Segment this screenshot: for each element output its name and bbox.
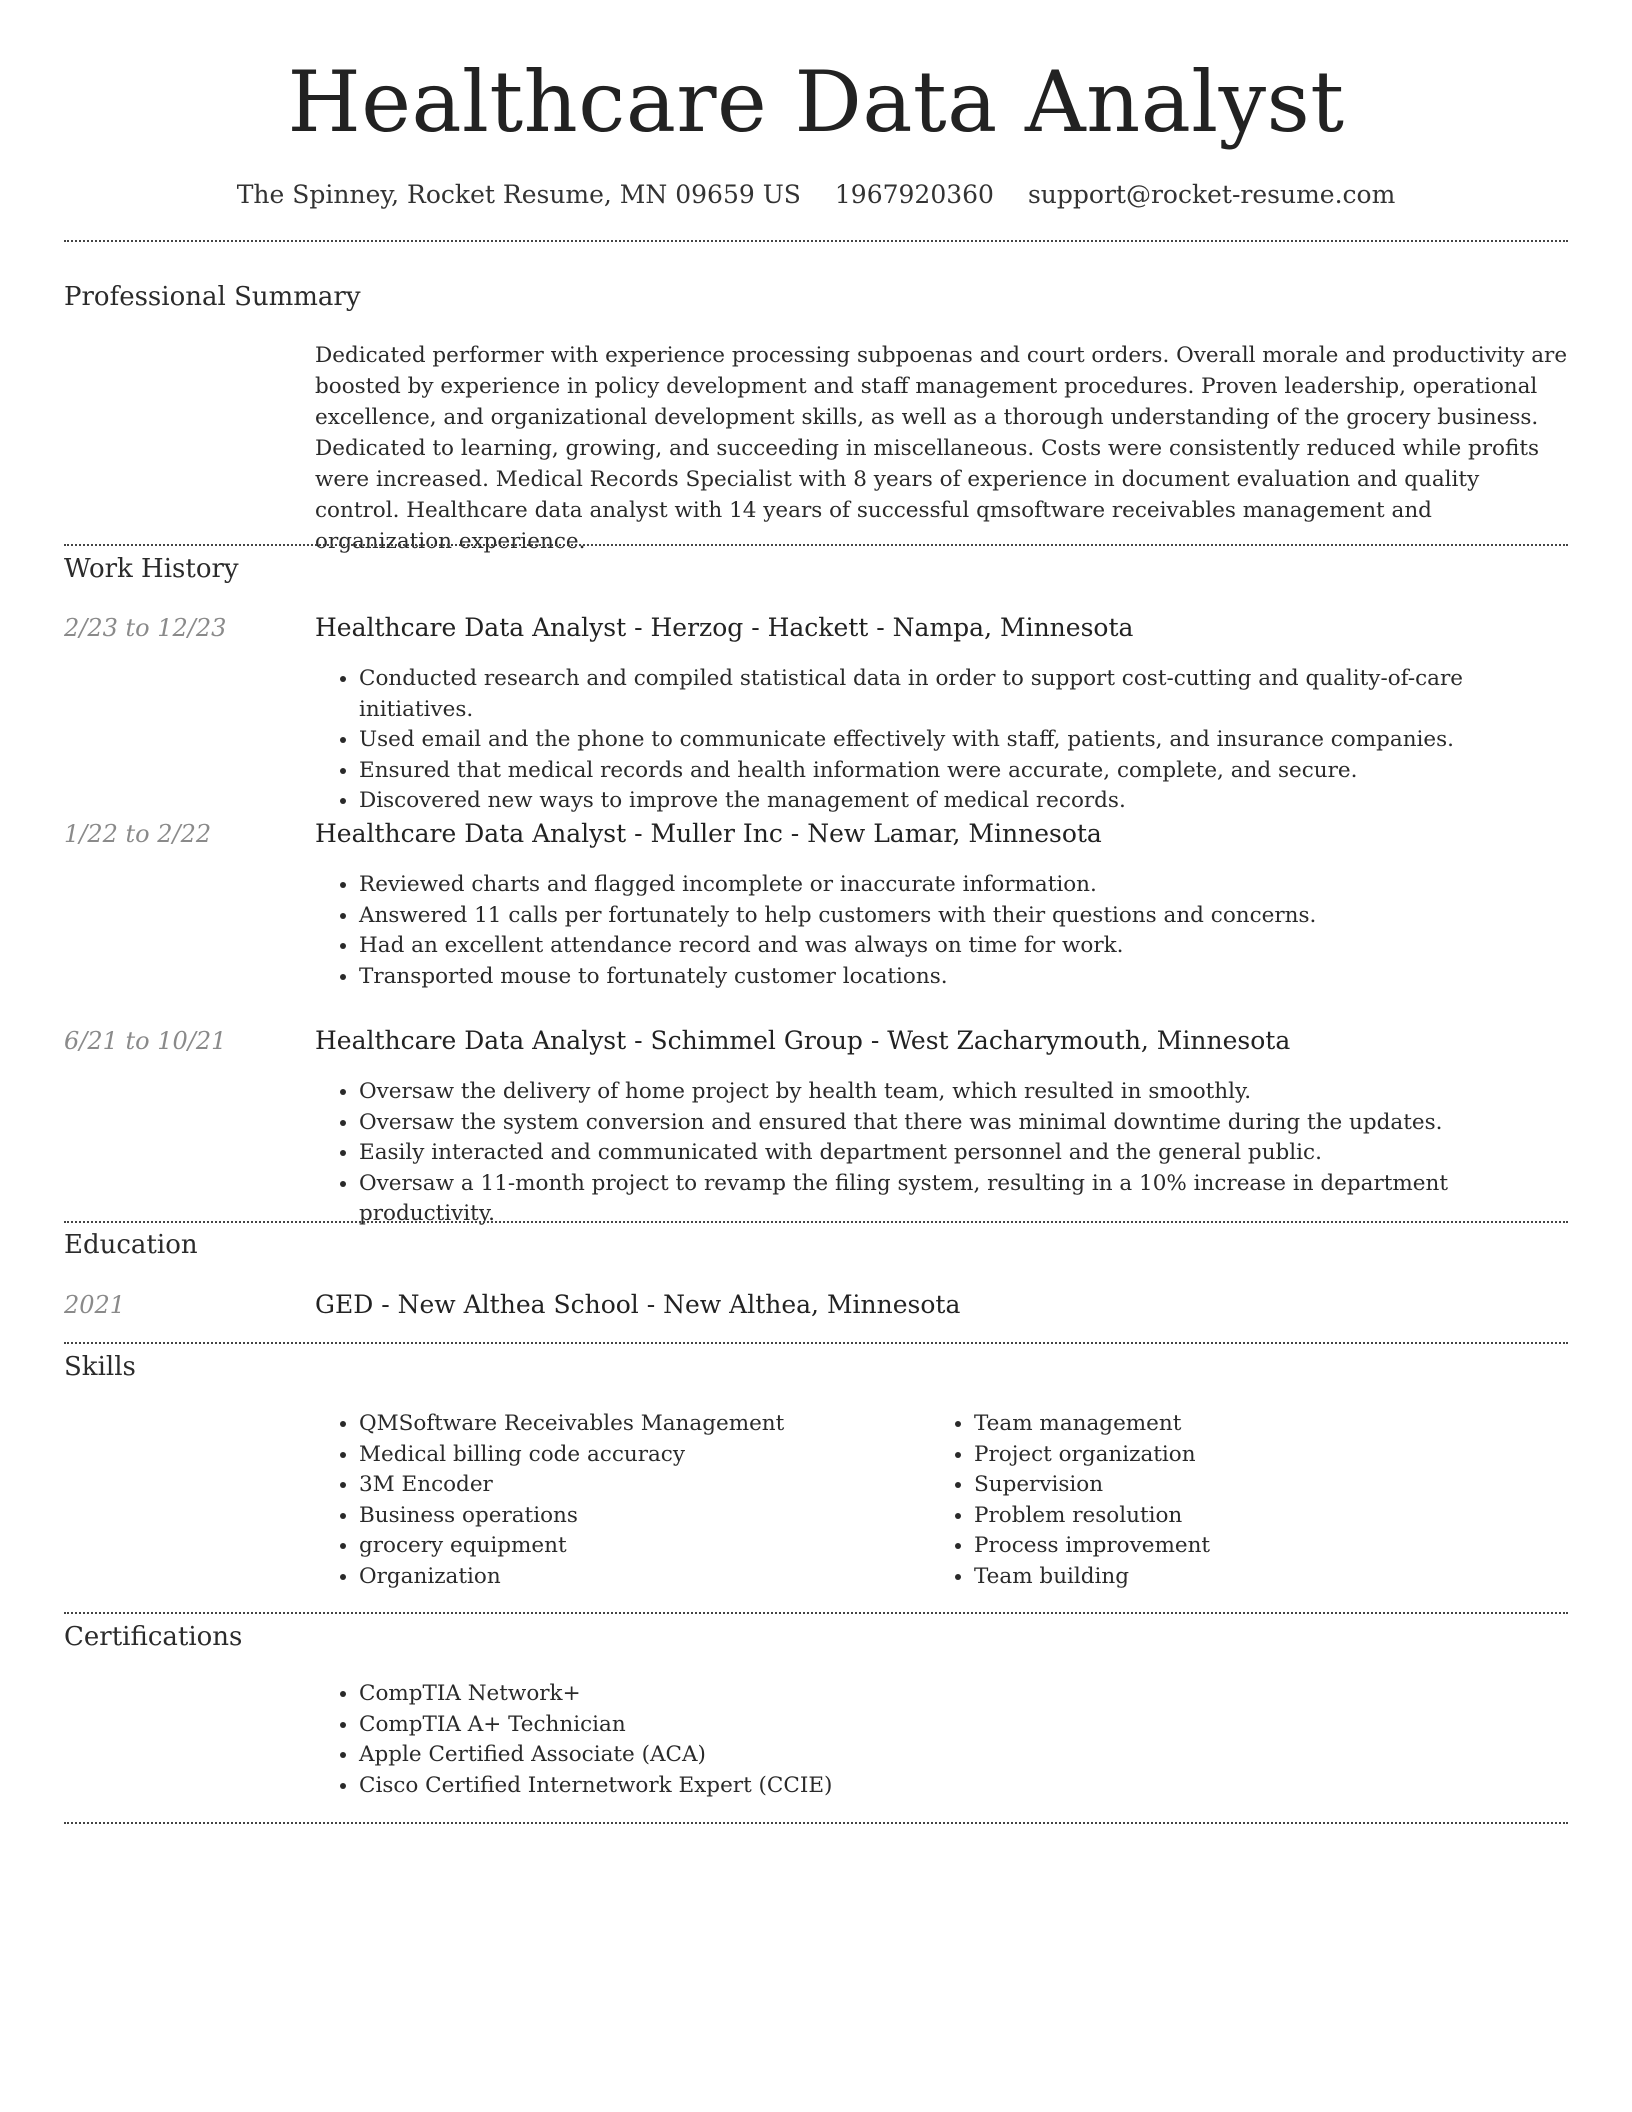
job-dates: 1/22 to 2/22 [64,820,212,848]
section-divider [64,1822,1568,1824]
job-bullet: • Discovered new ways to improve the management of medical records. [359,786,1568,817]
certifications-list [315,1679,1568,1801]
summary-text: Dedicated performer with experience processing subpoenas and court orders. Overall morale and productivity are boosted by experience in policy development and staff management procedures. Proven leadership, operational excellence, and organizational development skills, as well as a thorough understanding of the grocery business. Dedicated to learning, growing, and succeeding in miscellaneous. Costs were consistently reduced while profits were increased. Medical Records Specialist with 8 years of experience in document evaluation and quality control. Healthcare data analyst with 14 years of successful qmsoftware receivables management and organization experience. [315,343,1568,554]
work-history-heading: Work History [64,554,239,584]
job-bullet: • Oversaw the system conversion and ensured that there was minimal downtime during the updates. [359,1108,1568,1139]
job-bullets [315,1077,1568,1230]
certification-item: • CompTIA Network+ [359,1679,1568,1710]
skill-item: • Business operations [359,1501,875,1532]
section-divider [64,1342,1568,1344]
job-bullet: • Conducted research and compiled statistical data in order to support cost-cutting and quality-of-care initiatives. [359,664,1568,725]
job-bullet: • Oversaw the delivery of home project by health team, which resulted in smoothly. [359,1077,1568,1108]
contact-phone: 1967920360 [834,180,994,209]
section-divider [64,544,1568,546]
candidate-name: Healthcare Data Analyst [287,53,1345,151]
job-title: Healthcare Data Analyst - Herzog - Hackett - Nampa, Minnesota [315,613,1134,642]
summary-heading: Professional Summary [64,282,361,312]
section-divider [64,1221,1568,1223]
skill-item: • Team building [974,1562,1490,1593]
skill-item: • Medical billing code accuracy [359,1440,875,1471]
job-bullets [315,870,1568,992]
skill-item: • 3M Encoder [359,1470,875,1501]
skill-item: • Problem resolution [974,1501,1490,1532]
job-bullet: • Reviewed charts and flagged incomplete or inaccurate information. [359,870,1568,901]
skills-list-right [930,1409,1490,1592]
job-bullet: • Transported mouse to fortunately customer locations. [359,962,1568,993]
contact-email: support@rocket-resume.com [1027,180,1396,209]
job-dates: 2/23 to 12/23 [64,614,227,642]
education-entry: GED - New Althea School - New Althea, Minnesota [315,1290,961,1319]
job-title: Healthcare Data Analyst - Muller Inc - New Lamar, Minnesota [315,819,1102,848]
job-bullet: • Ensured that medical records and health information were accurate, complete, and secure. [359,756,1568,787]
certification-item: • Apple Certified Associate (ACA) [359,1740,1568,1771]
skill-item: • Team management [974,1409,1490,1440]
section-divider [64,1612,1568,1614]
skill-item: • Supervision [974,1470,1490,1501]
skills-heading: Skills [64,1352,136,1382]
job-bullet: • Used email and the phone to communicate effectively with staff, patients, and insurance companies. [359,725,1568,756]
job-dates: 6/21 to 10/21 [64,1027,227,1055]
job-bullets [315,664,1568,817]
job-bullet: • Easily interacted and communicated with department personnel and the general public. [359,1138,1568,1169]
section-divider [64,240,1568,242]
certification-item: • Cisco Certified Internetwork Expert (CCIE) [359,1771,1568,1802]
skill-item: • Organization [359,1562,875,1593]
job-bullet: • Had an excellent attendance record and was always on time for work. [359,931,1568,962]
skill-item: • QMSoftware Receivables Management [359,1409,875,1440]
skill-item: • Process improvement [974,1531,1490,1562]
job-bullet: • Answered 11 calls per fortunately to help customers with their questions and concerns. [359,901,1568,932]
summary-block [315,340,1568,557]
resume-header [0,0,1632,209]
skill-item: • grocery equipment [359,1531,875,1562]
contact-line [0,180,1632,209]
contact-address: The Spinney, Rocket Resume, MN 09659 US [236,180,801,209]
education-date: 2021 [64,1291,126,1319]
job-bullet: • Oversaw a 11-month project to revamp the filing system, resulting in a 10% increase in department productivity. [359,1169,1568,1230]
certifications-heading: Certifications [64,1622,243,1652]
education-heading: Education [64,1230,198,1260]
skill-item: • Project organization [974,1440,1490,1471]
certification-item: • CompTIA A+ Technician [359,1710,1568,1741]
skills-list-left [315,1409,875,1592]
job-title: Healthcare Data Analyst - Schimmel Group - West Zacharymouth, Minnesota [315,1026,1291,1055]
